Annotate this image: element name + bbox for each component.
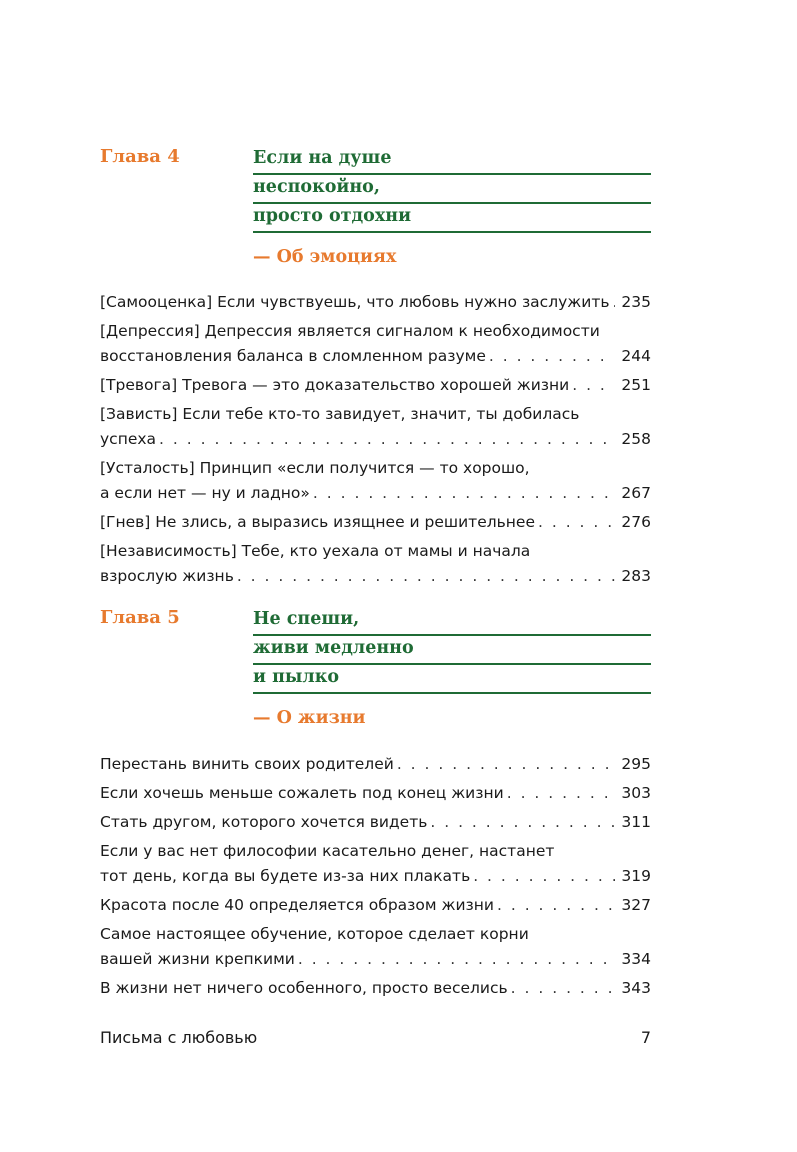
toc-page-number: 267 xyxy=(621,484,651,502)
toc-entry-text: взрослую жизнь xyxy=(100,567,234,585)
toc-page-number: 319 xyxy=(621,867,651,885)
running-title: Письма с любовью xyxy=(100,1028,258,1047)
dot-leader xyxy=(511,976,616,1001)
toc-entry-text: Красота после 40 определяется образом жизни xyxy=(100,896,494,914)
chapter-4-title-line: просто отдохни xyxy=(253,204,651,233)
toc-entry-text: Самое настоящее обучение, которое сделает корни xyxy=(100,925,529,943)
toc-entry[interactable] xyxy=(100,539,651,589)
chapter-4-label: Глава 4 xyxy=(100,146,180,167)
toc-entry-text: Если хочешь меньше сожалеть под конец жизни xyxy=(100,784,504,802)
dot-leader xyxy=(473,864,615,889)
toc-page-number: 311 xyxy=(621,813,651,831)
toc-entry-text: вашей жизни крепкими xyxy=(100,950,295,968)
dot-leader xyxy=(507,781,616,806)
toc-entry-text: Стать другом, которого хочется видеть xyxy=(100,813,428,831)
chapter-5-title-line: живи медленно xyxy=(253,636,651,665)
toc-entry[interactable] xyxy=(100,373,651,398)
chapter-5-label: Глава 5 xyxy=(100,607,180,628)
toc-page-number: 343 xyxy=(621,979,651,997)
toc-entry[interactable] xyxy=(100,922,651,972)
chapter-4-toc xyxy=(100,290,651,593)
toc-entry-text: [Депрессия] Депрессия является сигналом к необходимости xyxy=(100,322,600,340)
toc-entry-text: [Независимость] Тебе, кто уехала от мамы и начала xyxy=(100,542,531,560)
toc-entry[interactable] xyxy=(100,290,651,315)
toc-page-number: 251 xyxy=(621,376,651,394)
toc-entry[interactable] xyxy=(100,456,651,506)
chapter-5-toc xyxy=(100,752,651,1005)
dot-leader xyxy=(489,344,616,369)
toc-entry-text: Если у вас нет философии касательно денег, настанет xyxy=(100,842,555,860)
toc-entry[interactable] xyxy=(100,402,651,452)
toc-entry[interactable] xyxy=(100,752,651,777)
chapter-4-title-line: Если на душе xyxy=(253,146,651,175)
dot-leader xyxy=(613,290,616,315)
toc-entry-text: успеха xyxy=(100,430,157,448)
dot-leader xyxy=(313,481,616,506)
chapter-4-subtitle: — Об эмоциях xyxy=(253,247,397,267)
toc-page-number: 295 xyxy=(621,755,651,773)
toc-entry[interactable] xyxy=(100,781,651,806)
chapter-5-title-line: Не спеши, xyxy=(253,607,651,636)
toc-page-number: 276 xyxy=(621,513,651,531)
toc-entry-text: Перестань винить своих родителей xyxy=(100,755,394,773)
dot-leader xyxy=(237,564,616,589)
toc-page-number: 235 xyxy=(621,293,651,311)
toc-page-number: 303 xyxy=(621,784,651,802)
dot-leader xyxy=(159,427,615,452)
toc-entry[interactable] xyxy=(100,976,651,1001)
toc-entry[interactable] xyxy=(100,510,651,535)
toc-entry-text: а если нет — ну и ладно» xyxy=(100,484,310,502)
toc-entry-text: [Усталость] Принцип «если получится — то хорошо, xyxy=(100,459,530,477)
chapter-4-title xyxy=(253,146,651,267)
toc-entry-text: восстановления баланса в сломленном разуме xyxy=(100,347,486,365)
toc-page-number: 327 xyxy=(621,896,651,914)
toc-entry[interactable] xyxy=(100,893,651,918)
toc-entry-text: [Гнев] Не злись, а выразись изящнее и решительнее xyxy=(100,513,535,531)
dot-leader xyxy=(430,810,615,835)
toc-page-number: 283 xyxy=(621,567,651,585)
toc-entry-text: В жизни нет ничего особенного, просто веселись xyxy=(100,979,508,997)
dot-leader xyxy=(538,510,615,535)
toc-entry-text: тот день, когда вы будете из-за них плакать xyxy=(100,867,471,885)
toc-entry-text: [Самооценка] Если чувствуешь, что любовь нужно заслужить xyxy=(100,293,610,311)
toc-entry[interactable] xyxy=(100,839,651,889)
toc-entry-text: [Тревога] Тревога — это доказательство хорошей жизни xyxy=(100,376,570,394)
toc-page-number: 244 xyxy=(621,347,651,365)
chapter-5-title-line: и пылко xyxy=(253,665,651,694)
toc-entry[interactable] xyxy=(100,319,651,369)
toc-entry[interactable] xyxy=(100,810,651,835)
chapter-5-subtitle: — О жизни xyxy=(253,708,366,728)
dot-leader xyxy=(298,947,616,972)
chapter-5-title xyxy=(253,607,651,728)
toc-page-number: 258 xyxy=(621,430,651,448)
page-footer xyxy=(100,1028,651,1047)
dot-leader xyxy=(572,373,615,398)
dot-leader xyxy=(397,752,616,777)
chapter-4-title-line: неспокойно, xyxy=(253,175,651,204)
page-number: 7 xyxy=(640,1028,651,1047)
toc-page-number: 334 xyxy=(621,950,651,968)
toc-entry-text: [Зависть] Если тебе кто-то завидует, значит, ты добилась xyxy=(100,405,580,423)
dot-leader xyxy=(497,893,615,918)
